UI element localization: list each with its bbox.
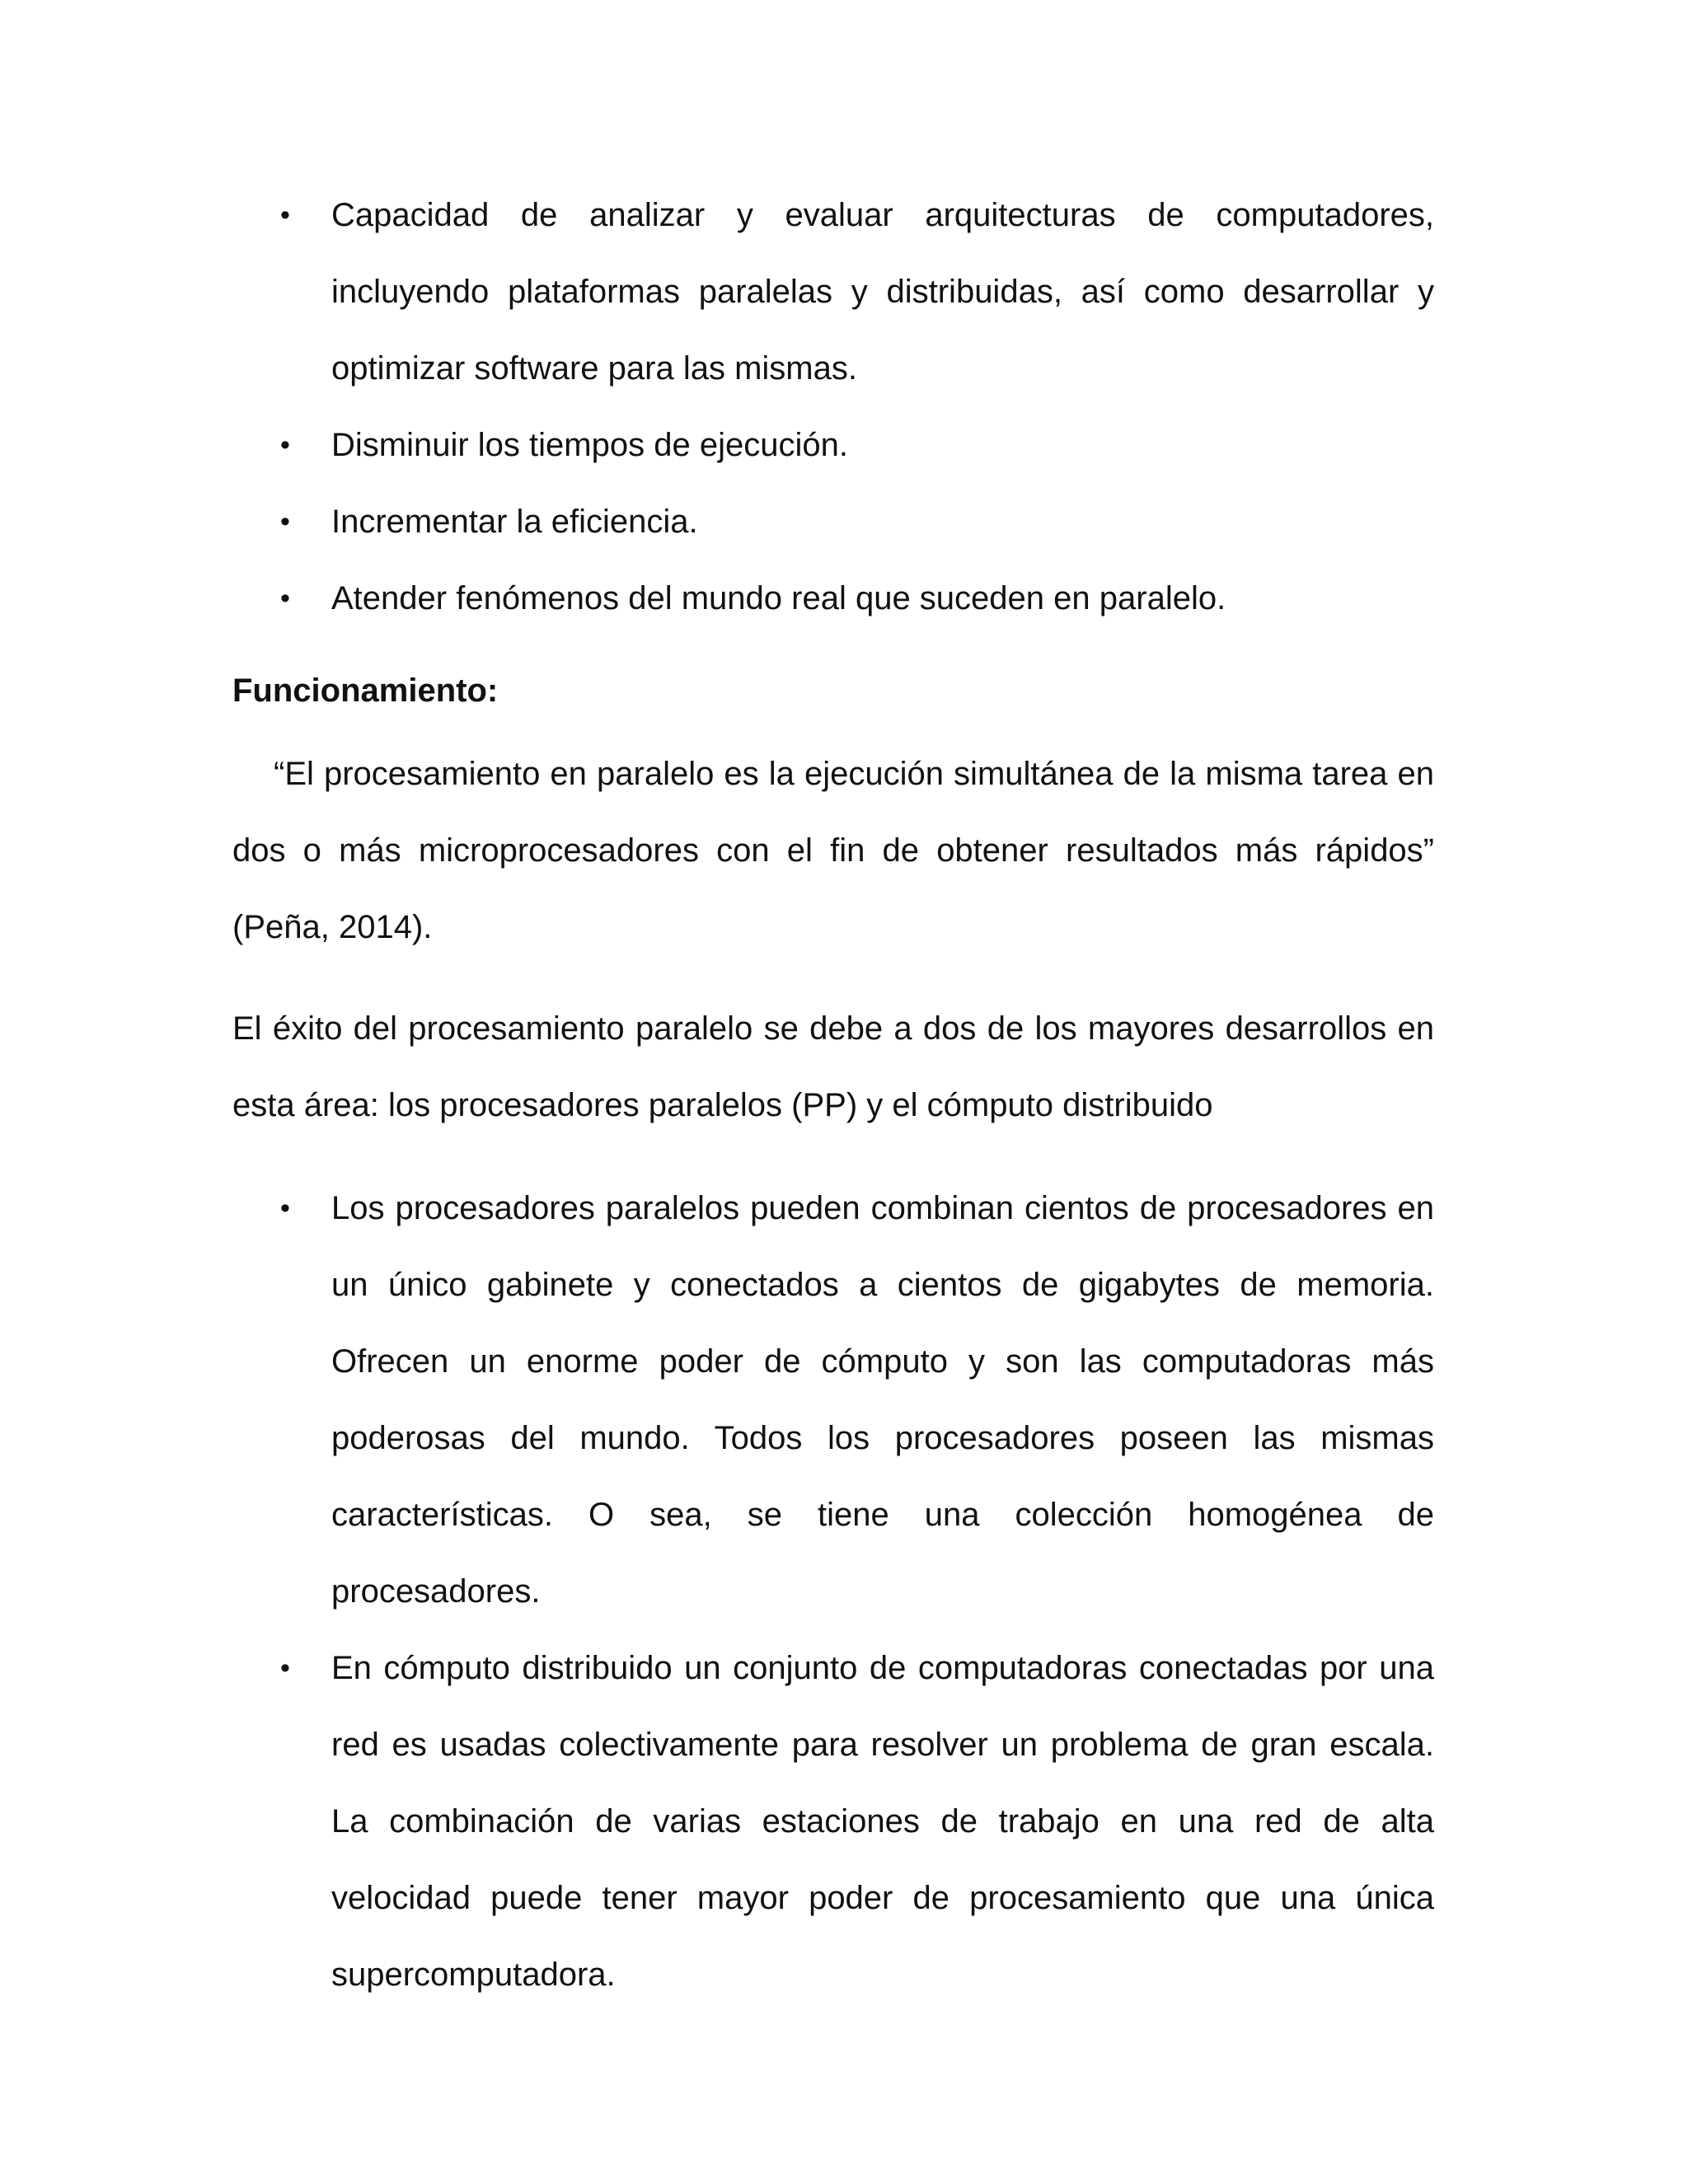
bullet-icon: •: [280, 1193, 290, 1224]
list-item: [232, 177, 1434, 407]
list-item-text: En cómputo distribuido un conjunto de computadoras conectadas por una red es usadas colectivamente para resolver un problema de gran escala. La combinación de varias estaciones de trabajo en una red de alta velocidad puede tener mayor poder de procesamiento que una única supercomputadora.: [331, 1650, 1434, 1993]
list-item: [232, 484, 1434, 560]
list-item-text: Capacidad de analizar y evaluar arquitecturas de computadores, incluyendo plataformas paralelas y distribuidas, así como desarrollar y optimizar software para las mismas.: [331, 197, 1434, 387]
list-item: [232, 1170, 1434, 1630]
list-item-text: Atender fenómenos del mundo real que suceden en paralelo.: [331, 580, 1226, 616]
quote-paragraph: “El procesamiento en paralelo es la ejecución simultánea de la misma tarea en dos o más microprocesadores con el fin de obtener resultados más rápidos” (Peña, 2014).: [232, 756, 1434, 945]
list-item: [232, 407, 1434, 484]
developments-bullet-list: [232, 1170, 1434, 2013]
bullet-icon: •: [280, 583, 290, 614]
bullet-icon: •: [280, 429, 290, 461]
list-item-text: Disminuir los tiempos de ejecución.: [331, 427, 848, 463]
list-item-text: Incrementar la eficiencia.: [331, 504, 698, 540]
section-heading: Funcionamiento:: [232, 673, 499, 709]
success-paragraph: El éxito del procesamiento paralelo se debe a dos de los mayores desarrollos en esta área: los procesadores paralelos (PP) y el cómputo distribuido: [232, 1010, 1434, 1123]
bullet-icon: •: [280, 199, 290, 231]
list-item: [232, 560, 1434, 637]
list-item: [232, 1630, 1434, 2013]
bullet-icon: •: [280, 1652, 290, 1684]
bullet-icon: •: [280, 506, 290, 537]
list-item-text: Los procesadores paralelos pueden combinan cientos de procesadores en un único gabinete y conectados a cientos de gigabytes de memoria. Ofrecen un enorme poder de cómputo y son las computadoras más poderosas del mundo. Todos los procesadores poseen las mismas características. O sea, se tiene una colección homogénea de procesadores.: [331, 1190, 1434, 1610]
objectives-bullet-list: [232, 177, 1434, 637]
